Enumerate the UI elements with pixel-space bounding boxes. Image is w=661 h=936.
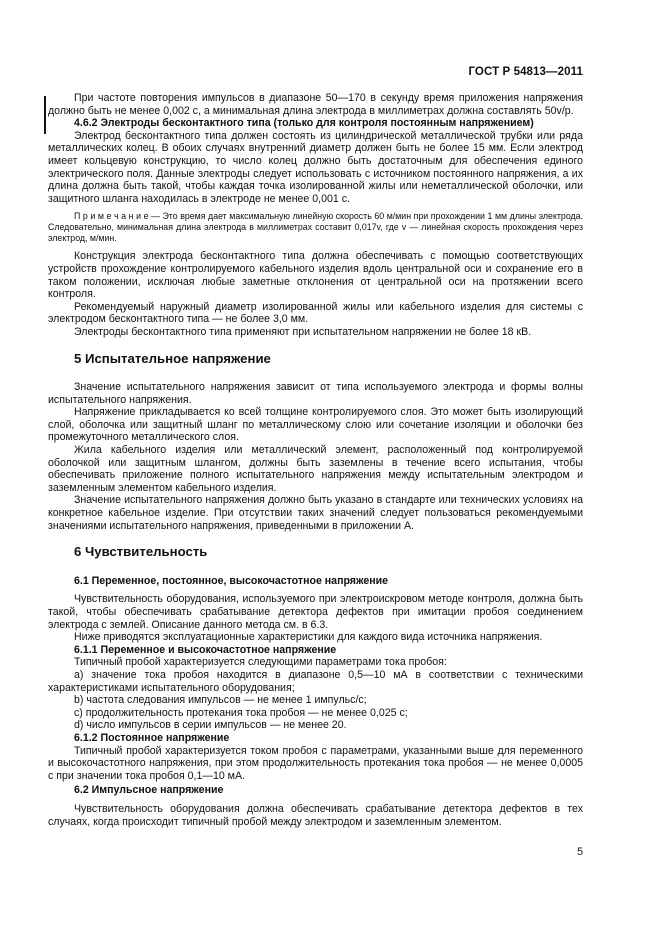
- paragraph: Типичный пробой характеризуется током пробоя с параметрами, указанными выше для переменного и высокочастотного напряжения, при этом продолжительность протекания тока пробоя — не менее 0,0005 с при значении тока пробоя 0,1—10 мА.: [48, 744, 583, 782]
- paragraph: Рекомендуемый наружный диаметр изолированной жилы или кабельного изделия для системы с электродом бесконтактного типа — не более 3,0 мм.: [48, 300, 583, 326]
- list-item: a) значение тока пробоя находится в диапазоне 0,5—10 мА в соответствии с техническими характеристиками испытательного оборудования;: [48, 668, 583, 694]
- section-heading-6: 6 Чувствительность: [74, 544, 208, 560]
- paragraph: При частоте повторения импульсов в диапазоне 50—170 в секунду время приложения напряжения должно быть не менее 0,002 с, а минимальная длина электрода в миллиметрах должна составлять 50v/p.: [48, 92, 583, 117]
- standard-number: ГОСТ Р 54813—2011: [468, 66, 583, 78]
- change-bar: [44, 96, 46, 134]
- page-number: 5: [577, 846, 583, 858]
- paragraph: Типичный пробой характеризуется следующими параметрами тока пробоя:: [74, 656, 447, 669]
- paragraph: Значение испытательного напряжения должно быть указано в стандарте или технических условиях на конкретное кабельное изделие. При отсутствии таких значений следует пользоваться рекомендуемыми значениями испытательного напряжения, приведенными в приложении А.: [48, 494, 583, 532]
- paragraph: Электрод бесконтактного типа должен состоять из цилиндрической металлической трубки или ряда металлических колец. В обоих случаях внутренний диаметр должен быть не более 15 мм. Если электрод имеет кольцевую конструкцию, то число колец должно быть достаточным для обеспечения единого электрического поля. Данные электроды следует использовать с источником постоянного напряжения, а их длина должна быть такой, чтобы каждая точка изолированной жилы или неметаллической оболочки, или защитного шланга находилась в электроде не менее 0,001 с.: [48, 129, 583, 205]
- paragraph: Жила кабельного изделия или металлический элемент, расположенный под контролируемой оболочкой или защитным шлангом, должны быть заземлены в течение всего испытания, чтобы обеспечивать приложение полного испытательного напряжения между испытательным электродом и заземленным элементом кабельного изделия.: [48, 444, 583, 494]
- paragraph: Ниже приводятся эксплуатационные характеристики для каждого вида источника напряжения.: [74, 631, 543, 644]
- section-heading-6-1-2: 6.1.2 Постоянное напряжение: [74, 731, 230, 744]
- list-item: c) продолжительность протекания тока пробоя — не менее 0,025 с;: [74, 706, 408, 719]
- paragraph: Конструкция электрода бесконтактного типа должна обеспечивать с помощью соответствующих устройств прохождение контролируемого кабельного изделия вдоль центральной оси и сохранение его в таком положении, исключая любые заметные отклонения от центральной оси на протяжении всего контроля.: [48, 250, 583, 301]
- section-heading-6-2: 6.2 Импульсное напряжение: [74, 784, 224, 797]
- section-heading-6-1: 6.1 Переменное, постоянное, высокочастотное напряжение: [74, 574, 389, 587]
- list-item: b) частота следования импульсов — не менее 1 импульс/с;: [74, 694, 367, 707]
- section-heading-4-6-2: 4.6.2 Электроды бесконтактного типа (только для контроля постоянным напряжением): [74, 117, 534, 130]
- section-heading-5: 5 Испытательное напряжение: [74, 350, 271, 366]
- paragraph: Значение испытательного напряжения зависит от типа используемого электрода и формы волны испытательного напряжения.: [48, 381, 583, 406]
- list-item: d) число импульсов в серии импульсов — не менее 20.: [74, 719, 347, 732]
- paragraph: Чувствительность оборудования должна обеспечивать срабатывание детектора дефектов в тех случаях, когда происходит типичный пробой между электродом и заземленным элементом.: [48, 802, 583, 828]
- document-body: [48, 92, 583, 828]
- paragraph: Напряжение прикладывается ко всей толщине контролируемого слоя. Это может быть изолирующий слой, оболочка или защитный шланг по металлическому слою или сочетание изоляции и оболочки без промежуточного металлического слоя.: [48, 406, 583, 444]
- paragraph: Чувствительность оборудования, используемого при электроискровом методе контроля, должна быть такой, чтобы обеспечивать срабатывание детектора дефектов при имитации пробоя соединением электрода с землей. Описание данного метода см. в 6.3.: [48, 593, 583, 631]
- section-heading-6-1-1: 6.1.1 Переменное и высокочастотное напряжение: [74, 643, 337, 656]
- note: П р и м е ч а н и е — Это время дает максимальную линейную скорость 60 м/мин при прохождении 1 мм длины электрода. Следовательно, минимальная длина электрода в миллиметрах составит 0,017v, где v — линейная скорость прохождения через электрод, м/мин.: [48, 211, 583, 244]
- paragraph: Электроды бесконтактного типа применяют при испытательном напряжении не более 18 кВ.: [74, 325, 532, 338]
